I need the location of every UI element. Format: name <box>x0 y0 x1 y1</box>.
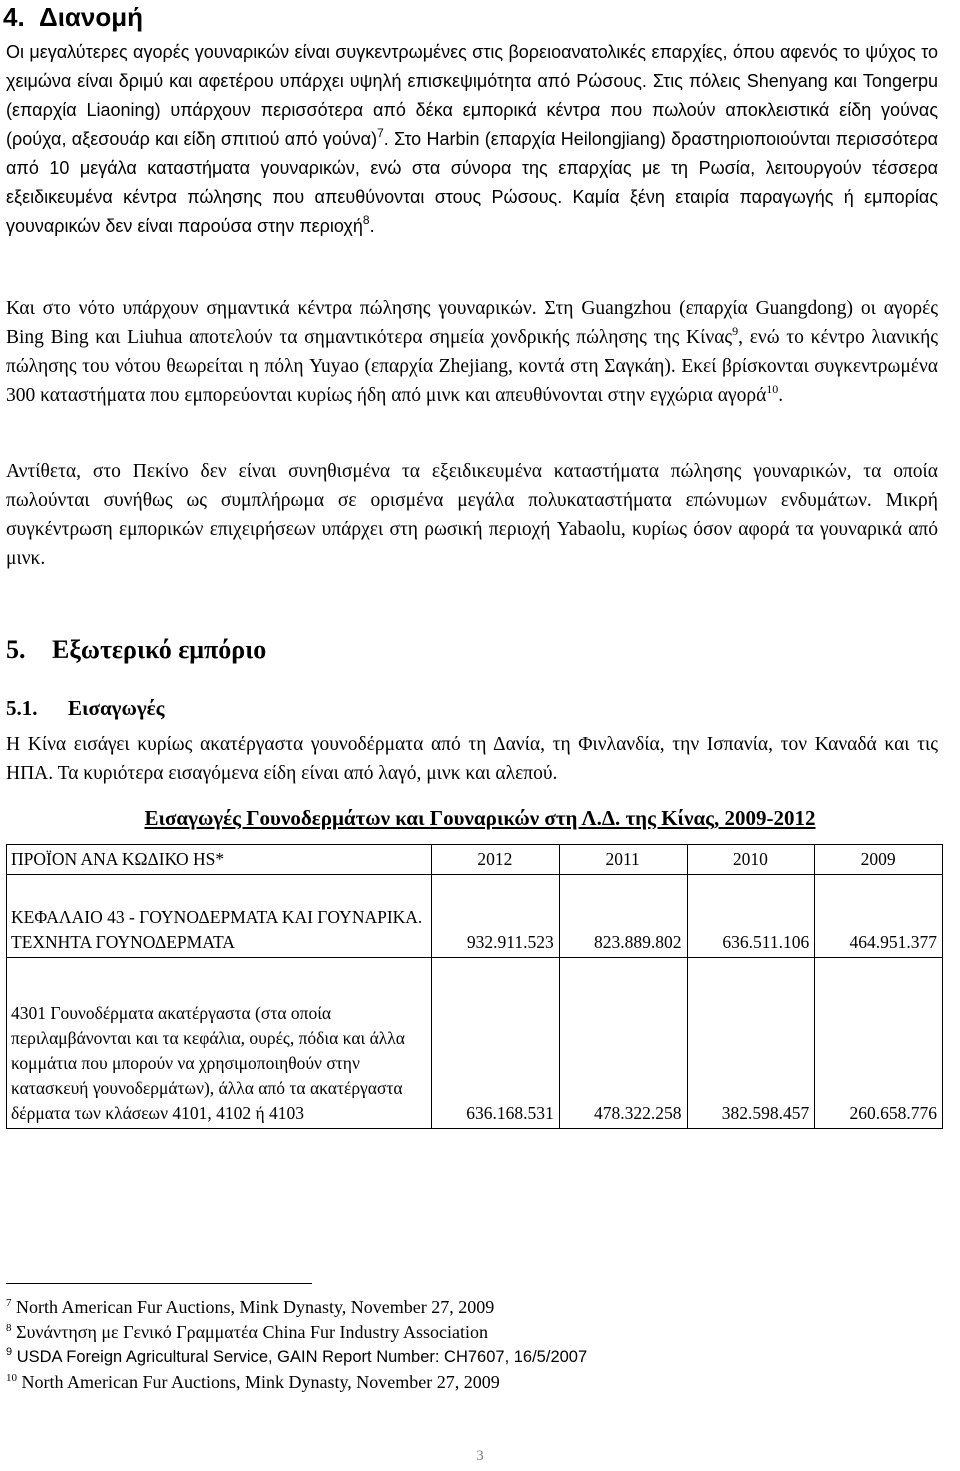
row-value-2010: 382.598.457 <box>687 958 815 1129</box>
footnote-text: North American Fur Auctions, Mink Dynasty, November 27, 2009 <box>21 1372 500 1392</box>
section-5-1-number: 5.1. <box>6 696 38 720</box>
para2-end: . <box>778 385 784 406</box>
footnote-number: 9 <box>6 1346 13 1358</box>
row-value-2009: 464.951.377 <box>815 875 943 958</box>
distribution-paragraph-1 <box>6 38 938 241</box>
row-label: ΚΕΦΑΛΑΙΟ 43 - ΓΟΥΝΟΔΕΡΜΑΤΑ ΚΑΙ ΓΟΥΝΑΡΙΚΑ. ΤΕΧΝΗΤΑ ΓΟΥΝΟΔΕΡΜΑΤΑ <box>7 875 432 958</box>
footnote-10 <box>6 1370 500 1395</box>
footnote-number: 7 <box>6 1297 12 1309</box>
para1-text: Οι μεγαλύτερες αγορές γουναρικών είναι συγκεντρωμένες στις βορειοανατολικές επαρχίες, όπου αφενός το ψύχος το χειμώνα είναι δριμύ και αφετέρου υπάρχει υψηλή επισκεψιμότητα από Ρώσους. Στις πόλεις Shenyang και Tongerpu (επαρχία Liaoning) υπάρχουν περισσότερα από δέκα εμπορικά κέντρα που πωλούν αποκλειστικά είδη γούνας (ρούχα, αξεσουάρ και είδη σπιτιού από γούνα) <box>6 42 938 149</box>
para1-text-cont: . Στο Harbin (επαρχία Heilongjiang) δραστηριοποιούνται περισσότερα από 10 μεγάλα καταστήματα γουναρικών, ενώ στα σύνορα της επαρχίας με τη Ρωσία, λειτουργούν τέσσερα εξειδικευμένα κέντρα πώλησης που απευθύνονται στους Ρώσους. Καμία ξένη εταιρία παραγωγής ή εμπορίας γουναρικών δεν είναι παρούσα στην περιοχή <box>6 129 939 236</box>
para2-text-cont: , ενώ το κέντρο λιανικής πώλησης του νότου θεωρείται η πόλη Yuyao (επαρχία Zhejiang, κοντά στη Σαγκάη). Εκεί βρίσκονται συγκεντρωμένα 300 καταστήματα που εμπορεύονται κυρίως ήδη από μινκ και απευθύνονται στην εγχώρια αγορά <box>6 327 938 406</box>
footnote-ref-10[interactable]: 10 <box>766 382 779 396</box>
row-value-2009: 260.658.776 <box>815 958 943 1129</box>
header-product: ΠΡΟΪΟΝ ΑΝΑ ΚΩΔΙΚΟ HS* <box>7 845 432 875</box>
row-value-2010: 636.511.106 <box>687 875 815 958</box>
footnote-number: 8 <box>6 1322 12 1334</box>
section-5-1-title: Εισαγωγές <box>68 696 165 720</box>
footnote-ref-9[interactable]: 9 <box>732 324 739 338</box>
header-year-2010: 2010 <box>687 845 815 875</box>
table-caption: Εισαγωγές Γουνοδερμάτων και Γουναρικών στη Λ.Δ. της Κίνας, 2009-2012 <box>144 806 816 830</box>
row-value-2012: 932.911.523 <box>432 875 560 958</box>
footnote-separator <box>6 1283 312 1284</box>
para1-end: . <box>369 216 375 236</box>
footnote-text: USDA Foreign Agricultural Service, GAIN Report Number: CH7607, 16/5/2007 <box>16 1348 588 1366</box>
header-year-2011: 2011 <box>559 845 687 875</box>
footnote-number: 10 <box>6 1372 17 1384</box>
distribution-paragraph-2 <box>6 294 938 410</box>
footnote-ref-8[interactable]: 8 <box>362 213 370 227</box>
section-4-title: Διανομή <box>39 2 144 32</box>
section-5-number: 5. <box>6 635 26 664</box>
section-5-heading <box>6 634 266 666</box>
para2-text: Και στο νότο υπάρχουν σημαντικά κέντρα πώλησης γουναρικών. Στη Guangzhou (επαρχία Guangdong) οι αγορές Bing Bing και Liuhua αποτελούν τα σημαντικότερα σημεία χονδρικής πώλησης της Κίνας <box>6 298 938 348</box>
row-label: 4301 Γουνοδέρματα ακατέργαστα (στα οποία περιλαμβάνονται και τα κεφάλια, ουρές, πόδια και άλλα κομμάτια που μπορούν να χρησιμοποιηθούν στην κατασκευή γουνοδερμάτων), άλλα από τα ακατέργαστα δέρματα των κλάσεων 4101, 4102 ή 4103 <box>7 958 432 1129</box>
imports-paragraph: Η Κίνα εισάγει κυρίως ακατέργαστα γουνοδέρματα από τη Δανία, τη Φινλανδία, την Ισπανία, τον Καναδά και τις ΗΠΑ. Τα κυριότερα εισαγόμενα είδη είναι από λαγό, μινκ και αλεπού. <box>6 734 938 784</box>
footnote-text: North American Fur Auctions, Mink Dynasty, November 27, 2009 <box>16 1297 495 1317</box>
row-value-2012: 636.168.531 <box>432 958 560 1129</box>
table-header-row <box>7 845 943 875</box>
page-number: 3 <box>476 1448 484 1464</box>
footnote-8 <box>6 1320 488 1345</box>
footnote-ref-7[interactable]: 7 <box>377 126 384 140</box>
section-5-1-heading <box>6 694 165 722</box>
table-row <box>7 875 943 958</box>
distribution-paragraph-3: Αντίθετα, στο Πεκίνο δεν είναι συνηθισμένα τα εξειδικευμένα καταστήματα πώλησης γουναρικών, τα οποία πωλούνται συνήθως ως συμπλήρωμα σε ορισμένα μεγάλα πολυκαταστήματα επώνυμων ενδυμάτων. Μικρή συγκέντρωση εμπορικών επιχειρήσεων υπάρχει στη ρωσική περιοχή Yabaolu, κυρίως όσον αφορά τα γουναρικά από μινκ. <box>6 461 938 569</box>
table-row <box>7 958 943 1129</box>
row-value-2011: 478.322.258 <box>559 958 687 1129</box>
section-4-number: 4. <box>3 2 25 32</box>
footnote-7 <box>6 1295 494 1320</box>
section-4-heading <box>3 0 143 34</box>
header-year-2009: 2009 <box>815 845 943 875</box>
section-5-title: Εξωτερικό εμπόριο <box>52 635 267 664</box>
imports-table <box>6 844 943 1129</box>
footnote-9 <box>6 1345 587 1370</box>
footnote-text: Συνάντηση με Γενικό Γραμματέα China Fur Industry Association <box>16 1322 488 1342</box>
row-value-2011: 823.889.802 <box>559 875 687 958</box>
header-year-2012: 2012 <box>432 845 560 875</box>
